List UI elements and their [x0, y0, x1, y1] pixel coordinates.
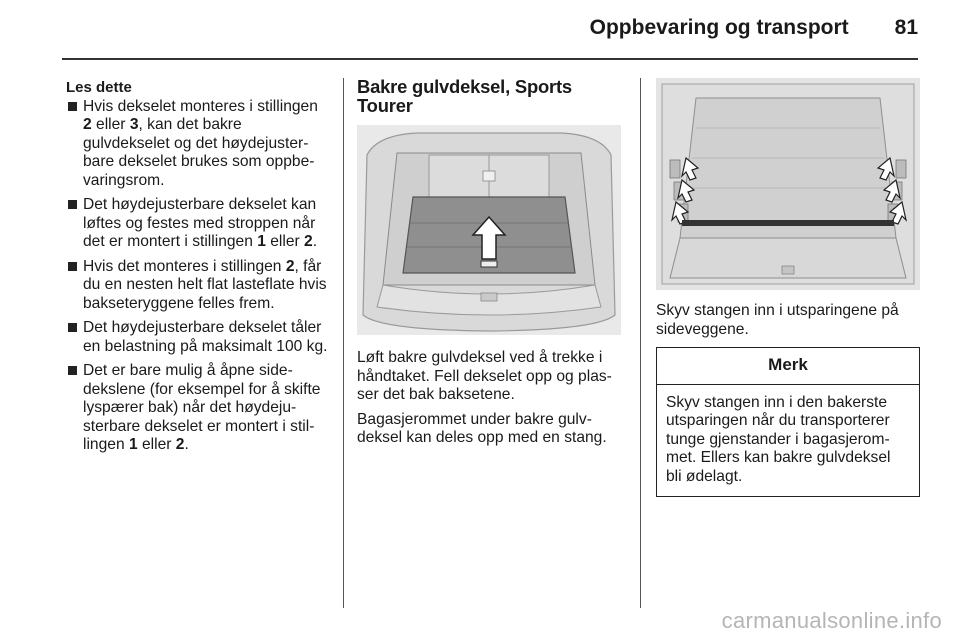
note-box-body: Skyv stangen inn i den bakerste utsparingen når du transporterer tunge gjenstander i bagasjerommet. Ellers kan bakre gulvdeksel bli ødelagt. — [666, 393, 891, 485]
bullet-item — [66, 319, 328, 356]
watermark: carmanualsonline.info — [721, 608, 942, 633]
bullet-text: Det høydejusterbare dekselet kan løftes og festes med stroppen når det er montert i stillingen — [83, 196, 317, 250]
header-rule — [62, 58, 918, 60]
note-heading: Les dette — [66, 79, 132, 96]
bullet-emphasis: 2 — [285, 257, 295, 275]
bullet-item — [66, 362, 328, 455]
bullet-square-icon — [68, 102, 77, 111]
bullet-list — [66, 98, 328, 455]
bullet-text: Det høydejusterbare dekselet tåler en belastning på maksimalt 100 kg. — [83, 319, 328, 355]
bullet-item — [66, 196, 328, 252]
bullet-item — [66, 98, 328, 191]
bullet-text: i stillingen — [249, 97, 318, 115]
bullet-text: eller — [137, 436, 176, 453]
note-box-heading: Merk — [657, 348, 919, 385]
paragraph-divide-compartment: Bagasjerommet under bakre gulvdeksel kan deles opp med en stang. — [357, 410, 607, 446]
bullet-emphasis: 3 — [129, 116, 139, 133]
column-2 — [357, 78, 625, 448]
page-title: Oppbevaring og transport — [589, 16, 849, 39]
bullet-emphasis: 2 — [304, 233, 313, 250]
column-divider-1 — [343, 78, 344, 608]
bullet-emphasis: 2 — [83, 116, 92, 133]
floor-cover-illustration — [357, 125, 621, 335]
bullet-emphasis: 1 — [128, 436, 138, 453]
bullet-square-icon — [68, 200, 77, 209]
page-number: 81 — [894, 16, 918, 39]
bullet-text: . — [184, 436, 189, 453]
bullet-text: , kan det bakre gulvdekselet og det høydejusterbare dekselet brukes som oppbevaringsrom. — [83, 116, 315, 189]
column-divider-2 — [640, 78, 641, 608]
note-box — [656, 347, 920, 497]
bullet-text: Hvis dekselet monteres — [83, 97, 250, 115]
bullet-text: , får du en nesten helt flat lasteflate hvis bakseteryggene felles frem. — [83, 257, 327, 312]
bullet-square-icon — [68, 366, 77, 375]
section-title: Bakre gulvdeksel, Sports Tourer — [357, 76, 572, 116]
bullet-text: Det er bare mulig å åpne sidedekslene (for eksempel for å skifte lyspærer bak) når det høydejusterbare dekselet er montert i stillingen — [83, 362, 321, 453]
rod-caption: Skyv stangen inn i utsparingene på sideveggene. — [656, 302, 899, 338]
page-header — [590, 16, 918, 40]
bullet-text: Hvis det monteres i stillingen — [83, 257, 286, 275]
bullet-emphasis: 2 — [175, 436, 185, 453]
rod-illustration — [656, 78, 920, 290]
bullet-text: eller — [91, 116, 130, 133]
bullet-item — [66, 258, 328, 314]
bullet-emphasis: 1 — [257, 233, 266, 250]
bullet-text: eller — [265, 233, 305, 250]
bullet-text: . — [312, 233, 318, 250]
column-3 — [656, 78, 920, 497]
bullet-square-icon — [68, 262, 77, 271]
column-1 — [66, 79, 328, 461]
paragraph-lift-cover: Løft bakre gulvdeksel ved å trekke i håndtaket. Fell dekselet opp og plasser det bak baksetene. — [357, 349, 612, 403]
bullet-square-icon — [68, 323, 77, 332]
